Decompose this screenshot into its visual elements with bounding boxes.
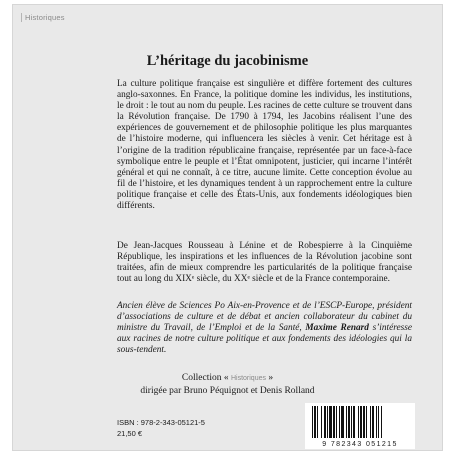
book-title: L’héritage du jacobinisme	[146, 53, 309, 69]
barcode	[305, 403, 415, 449]
book-back-cover	[12, 4, 443, 451]
author-bio	[117, 301, 412, 356]
summary-paragraph-2: De Jean-Jacques Rousseau à Lénine et de Robespierre à la Cinquième République, les inspirations et les influences de la Révolution jacobine sont traitées, afin de mieux comprendre les particularités de la politique française tout au long du XIXᵉ siècle, du XXᵉ siècle et de la France contemporaine.	[117, 241, 412, 285]
collection-info	[13, 372, 442, 398]
collection-line	[13, 372, 442, 385]
collection-prefix: Collection «	[181, 373, 231, 383]
isbn-number: ISBN : 978-2-343-05121-5	[117, 418, 205, 427]
price: 21,50 €	[117, 429, 143, 438]
collection-series-logo: Historiques	[230, 375, 266, 382]
author-bio-text-after: s’intéresse aux racines de notre culture politique et aux fondements des idéologies qui la sous-tendent.	[117, 323, 412, 356]
author-bio-text-before: Ancien élève de Sciences Po Aix-en-Provence et de l’ESCP-Europe, président d’associations de culture et de débat et ancien collaborateur du cabinet du ministre du Travail, de l’Emploi et de la Santé,	[117, 301, 412, 334]
barcode-bars	[311, 406, 409, 438]
author-name: Maxime Renard	[305, 323, 369, 334]
collection-directors: dirigée par Bruno Péquignot et Denis Rolland	[140, 386, 315, 396]
collection-suffix: »	[265, 373, 274, 383]
isbn-block	[117, 417, 205, 439]
summary-paragraph-1: La culture politique française est singulière et diffère fortement des cultures anglo-saxonnes. En France, la politique domine les individus, les institutions, le droit : le tout au nom du peuple. Les racines de cette culture se trouvent dans la Révolution française. De 1790 à 1794, les Jacobins réalisent l’une des expériences de gouvernement et de philosophie politique les plus marquantes de l’histoire moderne, qui influencera les siècles à venir. Cet héritage est à l’origine de la tradition républicaine française, représentée par un face-à-face symbolique entre le peuple et l’État omnipotent, justicier, qui incarne l’intérêt général et qui ne connaît, à ce titre, aucune limite. Cette conception évolue au fil de l’histoire, et les dynamiques tendent à un rapprochement entre la culture politique française et celle des États-Unis, aux fondements idéologiques bien différents.	[117, 79, 412, 212]
barcode-number: 9 782343 051215	[322, 441, 398, 448]
series-logo: Historiques	[21, 13, 65, 22]
